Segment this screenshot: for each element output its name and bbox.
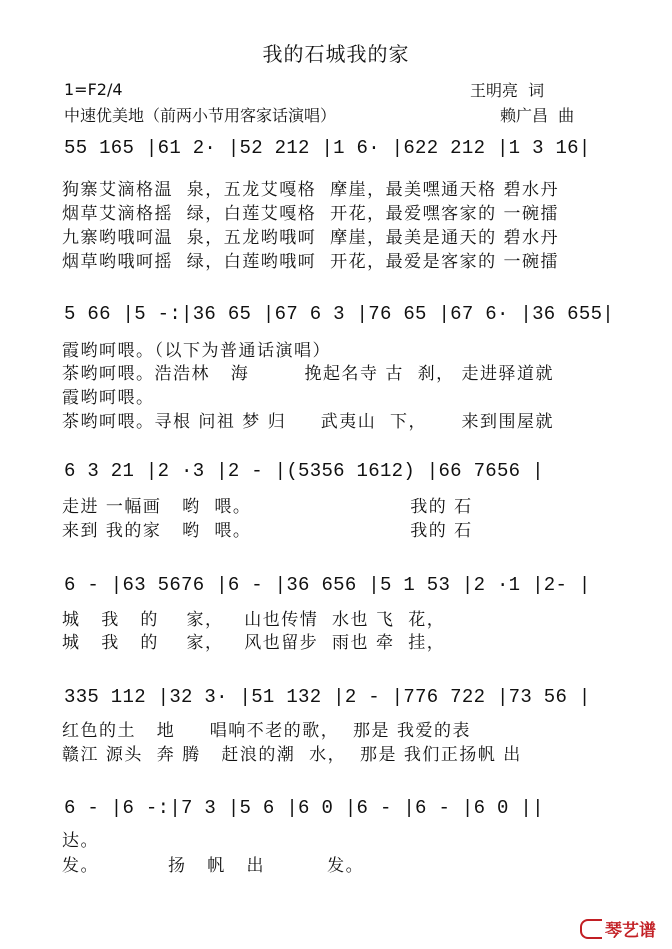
song-title: 我的石城我的家 (262, 42, 410, 66)
key-signature: 1=F2/4 (64, 80, 123, 99)
lyric-line: 来到 我的家 哟 喂。 我的 石 (62, 521, 473, 541)
lyric-line: 城 我 的 家， 山也传情 水也 飞 花， (62, 610, 446, 630)
lyric-line: 霞哟呵喂。 (62, 388, 155, 408)
lyric-line: 狗寨艾滴格温 泉，五龙艾嘎格 摩崖，最美嘿通天格 碧水丹 (62, 180, 560, 200)
lyric-line: 茶哟呵喂。浩浩林 海 挽起名寺 古 刹， 走进驿道就 (62, 364, 555, 384)
notation-line-3: 6 3 21 |2 ·3 |2 - |(5356 1612) |66 7656 | (64, 460, 544, 482)
lyric-line: 走进 一幅画 哟 喂。 我的 石 (62, 497, 473, 517)
notation-line-2: 5 66 |5 -:|36 65 |67 6 3 |76 65 |67 6· |36 655| (64, 303, 614, 325)
notation-line-5: 335 112 |32 3· |51 132 |2 - |776 722 |73 56 | (64, 686, 591, 708)
logo-icon (580, 919, 602, 939)
lyric-line: 发。 扬 帆 出 发。 (62, 856, 365, 876)
lyric-line: 烟草哟哦呵摇 绿，白莲哟哦呵 开花，最爱是客家的 一碗擂 (62, 252, 560, 272)
watermark-text: 琴艺谱 (605, 921, 656, 941)
lyric-line: 赣江 源头 奔 腾 赶浪的潮 水， 那是 我们正扬帆 出 (62, 745, 522, 765)
notation-line-4: 6 - |63 5676 |6 - |36 656 |5 1 53 |2 ·1 |2- | (64, 574, 591, 596)
notation-line-1: 55 165 |61 2· |52 212 |1 6· |622 212 |1 3 16| (64, 137, 591, 159)
lyric-line: 城 我 的 家， 风也留步 雨也 牵 挂， (62, 633, 446, 653)
tempo-marking: 中速优美地（前两小节用客家话演唱） (64, 106, 337, 125)
notation-line-6: 6 - |6 -:|7 3 |5 6 |6 0 |6 - |6 - |6 0 || (64, 797, 544, 819)
lyric-line: 九寨哟哦呵温 泉，五龙哟哦呵 摩崖，最美是通天的 碧水丹 (62, 228, 560, 248)
lyric-line: 达。 (62, 831, 99, 851)
lyricist-credit: 王明亮 词 (470, 81, 545, 100)
lyric-line: 霞哟呵喂。（以下为普通话演唱） (62, 341, 331, 361)
lyric-line: 茶哟呵喂。寻根 问祖 梦 归 武夷山 下， 来到围屋就 (62, 412, 555, 432)
composer-credit: 赖广昌 曲 (500, 106, 575, 125)
lyric-line: 烟草艾滴格摇 绿，白莲艾嘎格 开花，最爱嘿客家的 一碗擂 (62, 204, 560, 224)
lyric-line: 红色的土 地 唱响不老的歌， 那是 我爱的表 (62, 721, 471, 741)
site-watermark (568, 896, 656, 941)
